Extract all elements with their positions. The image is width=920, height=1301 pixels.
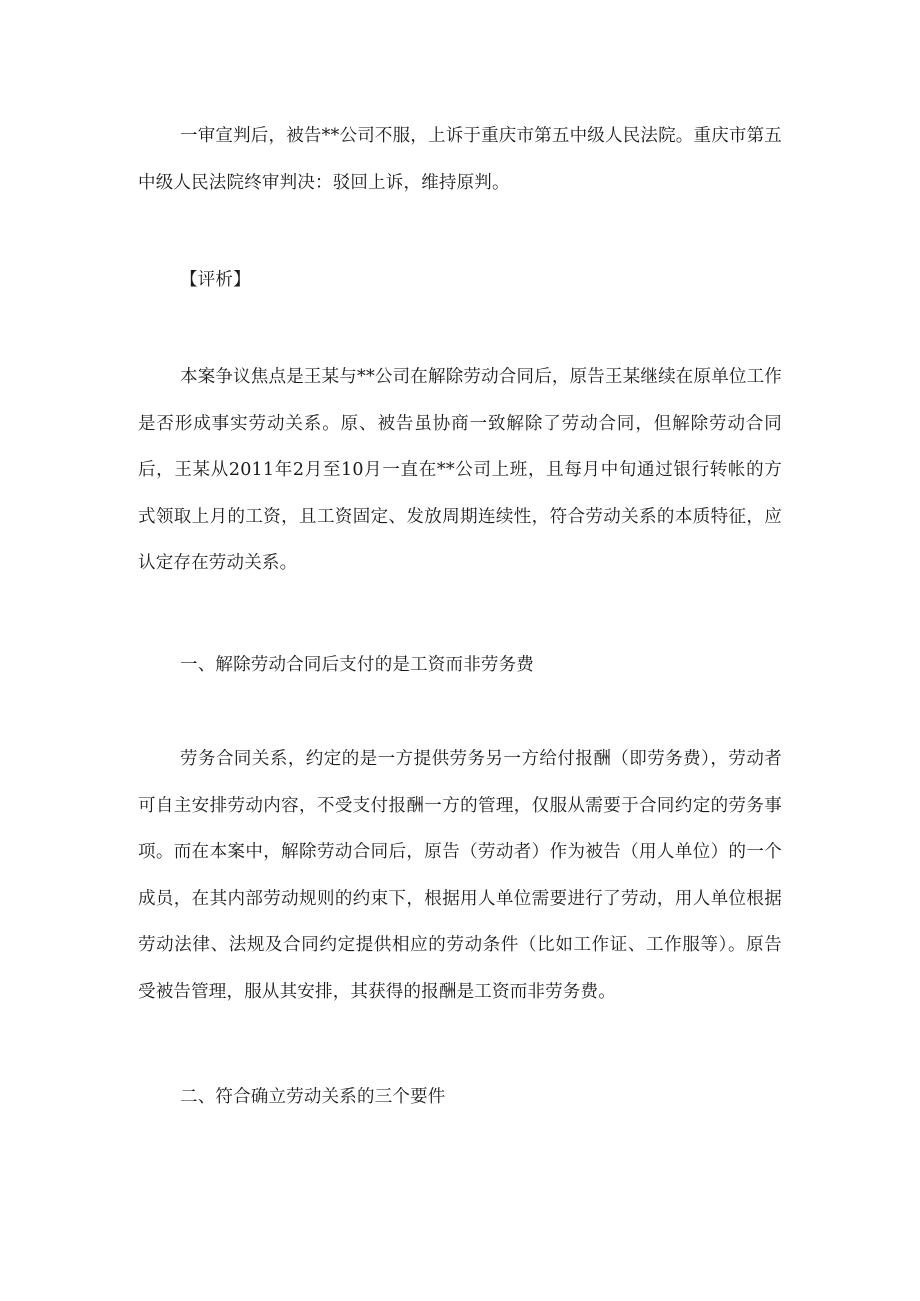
paragraph-appeal-result: 一审宣判后，被告**公司不服，上诉于重庆市第五中级人民法院。重庆市第五中级人民法院终审判决：驳回上诉，维持原判。: [138, 126, 782, 193]
heading-point-two: 二、符合确立劳动关系的三个要件: [180, 1087, 446, 1107]
paragraph-dispute-focus: 本案争议焦点是王某与**公司在解除劳动合同后，原告王某继续在原单位工作是否形成事实劳动关系。原、被告虽协商一致解除了劳动合同，但解除劳动合同后，王某从2011年2月至10月一直在**公司上班，且每月中旬通过银行转帐的方式领取上月的工资，且工资固定、发放周期连续性，符合劳动关系的本质特征，应认定存在劳动关系。: [138, 367, 782, 573]
heading-point-one: 一、解除劳动合同后支付的是工资而非劳务费: [180, 655, 534, 675]
paragraph-labor-vs-service: 劳务合同关系，约定的是一方提供劳务另一方给付报酬（即劳务费），劳动者可自主安排劳动内容，不受支付报酬一方的管理，仅服从需要于合同约定的劳务事项。而在本案中，解除劳动合同后，原告（劳动者）作为被告（用人单位）的一个成员，在其内部劳动规则的约束下，根据用人单位需要进行了劳动，用人单位根据劳动法律、法规及合同约定提供相应的劳动条件（比如工作证、工作服等）。原告受被告管理，服从其安排，其获得的报酬是工资而非劳务费。: [138, 749, 782, 1002]
section-heading-analysis: 【评析】: [180, 270, 251, 290]
